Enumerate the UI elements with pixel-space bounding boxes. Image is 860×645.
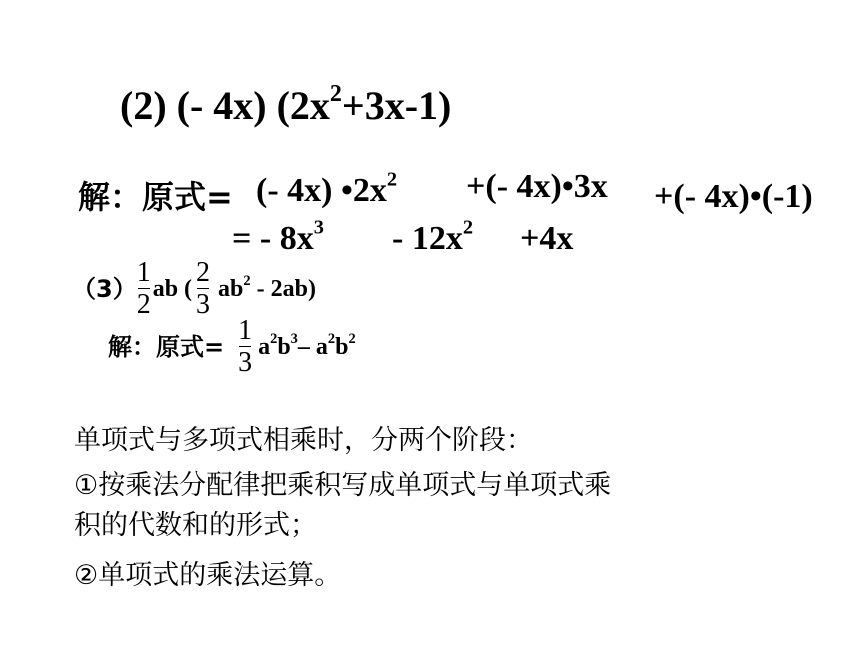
problem-3-label: （3） <box>72 274 137 303</box>
line2-eq-exponent: 3 <box>313 216 324 239</box>
problem-2-expression <box>120 82 451 129</box>
solution-2-term2 <box>466 168 608 206</box>
solution-3-expression <box>108 316 356 378</box>
solution-2-line2-term2 <box>392 216 474 258</box>
term3-text: +(- 4x)•(-1) <box>654 178 813 215</box>
problem-2-prefix: (2) (- 4x) (2x <box>120 83 330 128</box>
t2a: – a <box>297 333 328 360</box>
tail-ab: ab <box>218 275 244 302</box>
fraction-one-half <box>137 258 151 320</box>
problem-2-suffix: +3x-1) <box>341 83 452 128</box>
term1-text: (- 4x) •2x <box>256 172 387 209</box>
solution-label: 解：原式= <box>78 178 233 216</box>
frac1-denominator: 2 <box>136 289 151 321</box>
problem-3-expression <box>72 258 316 320</box>
tail-exponent: 2 <box>243 273 251 290</box>
frac3-numerator: 1 <box>238 315 253 346</box>
solution-3-label: 解：原式= <box>108 332 225 361</box>
solution-2-term3 <box>654 178 813 216</box>
solution-2-line2-term3 <box>520 220 573 258</box>
note-line-1: 单项式与多项式相乘时，分两个阶段： <box>74 425 533 456</box>
note-line-3: 积的代数和的形式； <box>74 510 317 541</box>
frac1-numerator: 1 <box>136 257 151 288</box>
t2b: b <box>335 333 349 360</box>
t2b-exp: 2 <box>348 331 356 348</box>
tail-rest: - 2ab) <box>250 275 316 302</box>
frac2-denominator: 3 <box>196 289 211 321</box>
line2-term2-exponent: 2 <box>462 216 474 239</box>
problem-2-exponent: 2 <box>329 81 342 107</box>
line2-eq-text: = - 8x <box>232 220 314 257</box>
frac3-denominator: 3 <box>238 347 253 379</box>
note-line-2: ①按乘法分配律把乘积写成单项式与单项式乘 <box>74 470 612 501</box>
term1-exponent: 2 <box>386 168 398 191</box>
frac2-numerator: 2 <box>196 257 211 288</box>
line2-term2-text: - 12x <box>392 220 463 257</box>
solution-2-line2-eq <box>232 216 324 258</box>
t2a-exp: 2 <box>327 331 336 348</box>
line2-term3-text: +4x <box>520 220 574 257</box>
t1b-exp: 3 <box>290 331 298 348</box>
t1a: a <box>258 333 271 360</box>
problem-3-tail <box>218 273 316 302</box>
fraction-two-thirds <box>196 258 210 320</box>
solution-2-term1 <box>256 168 398 210</box>
solution-2-line1-label <box>78 172 233 218</box>
fraction-one-third <box>238 316 252 378</box>
term2-text: +(- 4x)•3x <box>466 168 608 205</box>
problem-3-ab: ab ( <box>152 275 193 302</box>
note-line-4: ②单项式的乘法运算。 <box>74 560 342 591</box>
t1a-exp: 2 <box>270 331 278 348</box>
t1b: b <box>277 333 291 360</box>
solution-3-terms <box>258 331 356 360</box>
